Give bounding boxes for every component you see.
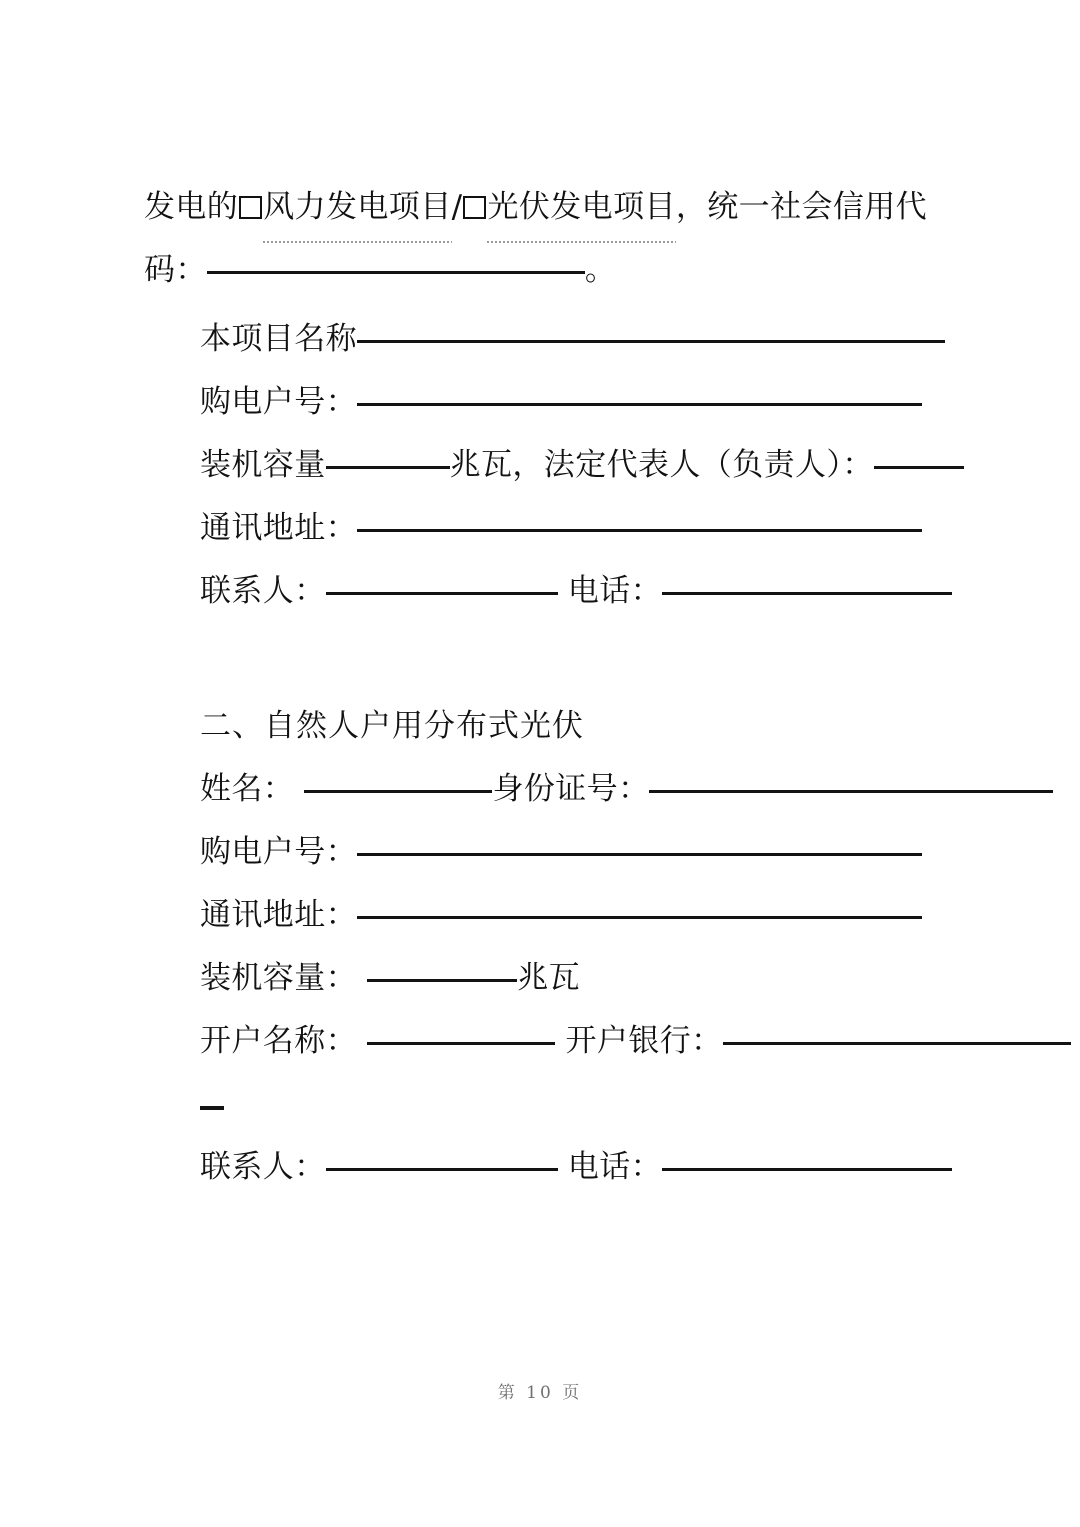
field-mailing-address-blank[interactable] xyxy=(357,529,922,532)
option-separator: / xyxy=(451,189,463,225)
field-project-name xyxy=(200,308,936,371)
section-two-heading: 二、自然人户用分布式光伏 xyxy=(200,708,584,744)
field-power-account-number-2 xyxy=(200,821,936,884)
field-mailing-address-2-label: 通讯地址： xyxy=(200,897,357,933)
field-bank-account-name xyxy=(200,1010,936,1073)
credit-code-line xyxy=(144,239,936,302)
field-project-name-blank[interactable] xyxy=(357,340,945,343)
field-installed-capacity xyxy=(200,434,936,497)
field-mailing-address-label: 通讯地址： xyxy=(200,510,357,546)
field-power-account-number-2-label: 购电户号： xyxy=(200,834,357,870)
option-wind-power-label: 风力发电项目 xyxy=(263,176,451,239)
field-mailing-address-2-blank[interactable] xyxy=(357,916,922,919)
stray-dash-line xyxy=(200,1073,936,1136)
field-installed-capacity-2-label: 装机容量： xyxy=(200,960,357,996)
field-contact-person-2 xyxy=(200,1136,936,1199)
field-installed-capacity-2-unit: 兆瓦 xyxy=(517,960,581,996)
field-contact-person xyxy=(200,560,936,623)
document-body xyxy=(144,176,936,1199)
field-full-name xyxy=(200,758,936,821)
option-solar-power-label: 光伏发电项目 xyxy=(487,176,675,239)
stray-dash-mark xyxy=(200,1106,224,1110)
section-spacer xyxy=(144,623,936,695)
field-bank-name-label: 开户银行： xyxy=(565,1023,723,1059)
field-phone-label: 电话： xyxy=(567,573,663,609)
intro-terminator: 。 xyxy=(584,252,617,288)
field-power-account-number-2-blank[interactable] xyxy=(357,853,922,856)
field-project-name-label: 本项目名称 xyxy=(200,321,357,357)
page-number-label: 第 10 页 xyxy=(497,1383,583,1403)
intro-prefix: 发电的 xyxy=(144,189,239,225)
field-installed-capacity-blank[interactable] xyxy=(326,466,450,469)
field-full-name-label: 姓名： xyxy=(200,771,295,807)
field-legal-representative-blank[interactable] xyxy=(874,466,964,469)
field-contact-person-blank[interactable] xyxy=(326,592,558,595)
field-mailing-address-2 xyxy=(200,884,936,947)
field-installed-capacity-label: 装机容量 xyxy=(200,447,326,483)
checkbox-wind-power-icon[interactable] xyxy=(239,196,262,219)
field-id-number-blank[interactable] xyxy=(649,790,1053,793)
field-id-number-label: 身份证号： xyxy=(492,771,650,807)
field-contact-person-2-blank[interactable] xyxy=(326,1168,558,1171)
field-power-account-number-label: 购电户号： xyxy=(200,384,357,420)
checkbox-solar-power-icon[interactable] xyxy=(463,196,486,219)
field-legal-representative-label: 兆瓦，法定代表人（负责人）： xyxy=(449,447,874,483)
field-phone-blank[interactable] xyxy=(662,592,952,595)
field-contact-person-2-label: 联系人： xyxy=(200,1149,326,1185)
field-bank-account-name-label: 开户名称： xyxy=(200,1023,357,1059)
credit-code-label: 码： xyxy=(144,252,207,288)
page-footer xyxy=(0,1378,1080,1403)
field-contact-person-label: 联系人： xyxy=(200,573,326,609)
field-power-account-number xyxy=(200,371,936,434)
field-bank-account-name-blank[interactable] xyxy=(367,1042,555,1045)
field-phone-2-label: 电话： xyxy=(567,1149,663,1185)
intro-suffix: ，统一社会信用代 xyxy=(675,189,928,225)
field-phone-2-blank[interactable] xyxy=(662,1168,952,1171)
field-installed-capacity-2 xyxy=(200,947,936,1010)
intro-paragraph xyxy=(144,176,936,239)
field-full-name-blank[interactable] xyxy=(304,790,492,793)
field-power-account-number-blank[interactable] xyxy=(357,403,922,406)
field-bank-name-blank[interactable] xyxy=(723,1042,1071,1045)
field-mailing-address xyxy=(200,497,936,560)
credit-code-blank[interactable] xyxy=(207,271,585,274)
field-installed-capacity-2-blank[interactable] xyxy=(367,979,517,982)
